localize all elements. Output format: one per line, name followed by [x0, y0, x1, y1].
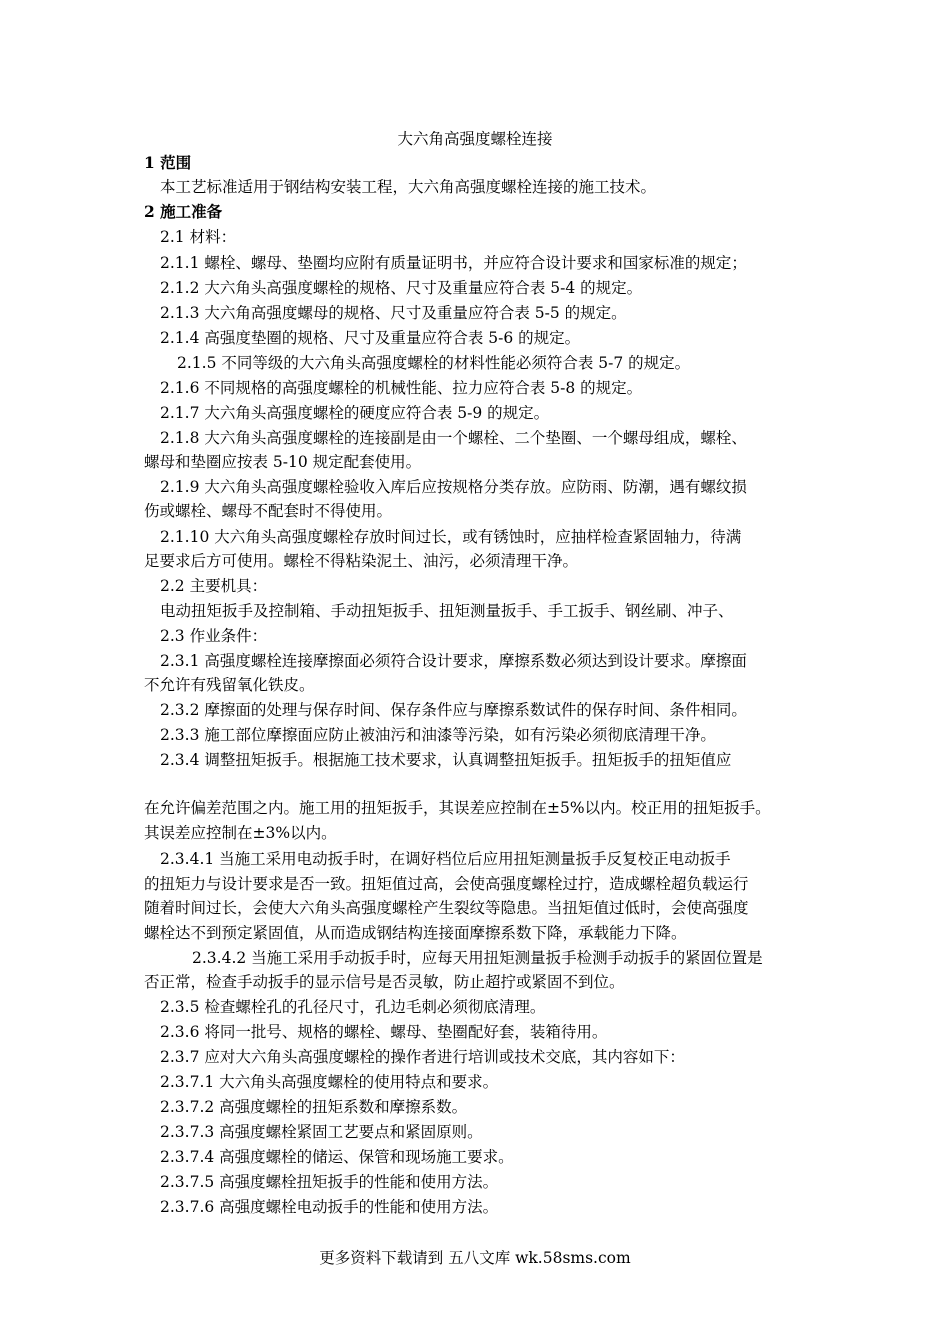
paragraph-line: 2.1.9 大六角头高强度螺栓验收入库后应按规格分类存放。应防雨、防潮，遇有螺纹损 — [160, 478, 747, 496]
paragraph-line: 否正常，检查手动扳手的显示信号是否灵敏，防止超拧或紧固不到位。 — [144, 973, 625, 991]
paragraph-line: 随着时间过长，会使大六角头高强度螺栓产生裂纹等隐患。当扭矩值过低时，会使高强度 — [144, 899, 749, 917]
paragraph-line: 2.1.4 高强度垫圈的规格、尺寸及重量应符合表 5-6 的规定。 — [160, 329, 581, 347]
paragraph-line: 2.3.7.5 高强度螺栓扭矩扳手的性能和使用方法。 — [160, 1173, 499, 1191]
paragraph-line: 2.1.6 不同规格的高强度螺栓的机械性能、拉力应符合表 5-8 的规定。 — [160, 379, 643, 397]
paragraph-line: 2.1.3 大六角高强度螺母的规格、尺寸及重量应符合表 5-5 的规定。 — [160, 304, 627, 322]
paragraph-line: 不允许有残留氧化铁皮。 — [144, 676, 315, 694]
paragraph-line: 2.3.6 将同一批号、规格的螺栓、螺母、垫圈配好套，装箱待用。 — [160, 1023, 608, 1041]
paragraph-line: 2.3.2 摩擦面的处理与保存时间、保存条件应与摩擦系数试件的保存时间、条件相同。 — [160, 701, 747, 719]
paragraph-line: 2.2 主要机具： — [160, 577, 268, 595]
paragraph-line: 2.1.10 大六角头高强度螺栓存放时间过长，或有锈蚀时，应抽样检查紧固轴力，待满 — [160, 528, 742, 546]
paragraph-line: 本工艺标准适用于钢结构安装工程，大六角高强度螺栓连接的施工技术。 — [160, 178, 657, 196]
paragraph-line: 2.3.7 应对大六角头高强度螺栓的操作者进行培训或技术交底，其内容如下： — [160, 1048, 685, 1066]
paragraph-line: 2.3 作业条件： — [160, 627, 268, 645]
paragraph-line: 2.1.1 螺栓、螺母、垫圈均应附有质量证明书，并应符合设计要求和国家标准的规定； — [160, 254, 747, 272]
paragraph-line: 2.3.3 施工部位摩擦面应防止被油污和油漆等污染，如有污染必须彻底清理干净。 — [160, 726, 716, 744]
paragraph-line: 2.1.8 大六角头高强度螺栓的连接副是由一个螺栓、二个垫圈、一个螺母组成，螺栓、 — [160, 429, 747, 447]
paragraph-line: 2.3.7.1 大六角头高强度螺栓的使用特点和要求。 — [160, 1073, 499, 1091]
paragraph-line: 2.3.7.6 高强度螺栓电动扳手的性能和使用方法。 — [160, 1198, 499, 1216]
paragraph-line: 其误差应控制在±3%以内。 — [144, 824, 337, 842]
document-title: 大六角高强度螺栓连接 — [397, 130, 553, 148]
paragraph-line: 螺母和垫圈应按表 5-10 规定配套使用。 — [144, 453, 422, 471]
paragraph-line: 伤或螺栓、螺母不配套时不得使用。 — [144, 502, 393, 520]
paragraph-line: 2.1.7 大六角头高强度螺栓的硬度应符合表 5-9 的规定。 — [160, 404, 550, 422]
section-heading-2: 2 施工准备 — [144, 202, 223, 221]
paragraph-line: 电动扭矩扳手及控制箱、手动扭矩扳手、扭矩测量扳手、手工扳手、钢丝刷、冲子、 — [160, 602, 734, 620]
section-heading-1: 1 范围 — [144, 153, 192, 172]
paragraph-line: 2.3.7.3 高强度螺栓紧固工艺要点和紧固原则。 — [160, 1123, 483, 1141]
paragraph-line: 2.3.7.4 高强度螺栓的储运、保管和现场施工要求。 — [160, 1148, 514, 1166]
paragraph-line: 2.3.4.2 当施工采用手动扳手时，应每天用扭矩测量扳手检测手动扳手的紧固位置是 — [192, 949, 763, 967]
paragraph-line: 2.3.4 调整扭矩扳手。根据施工技术要求，认真调整扭矩扳手。扭矩扳手的扭矩值应 — [160, 751, 732, 769]
paragraph-line: 螺栓达不到预定紧固值，从而造成钢结构连接面摩擦系数下降，承载能力下降。 — [144, 924, 687, 942]
paragraph-line: 2.3.4.1 当施工采用电动扳手时，在调好档位后应用扭矩测量扳手反复校正电动扳手 — [160, 850, 731, 868]
paragraph-line: 的扭矩力与设计要求是否一致。扭矩值过高，会使高强度螺栓过拧，造成螺栓超负载运行 — [144, 875, 749, 893]
paragraph-line: 足要求后方可使用。螺栓不得粘染泥土、油污，必须清理干净。 — [144, 552, 579, 570]
paragraph-line: 在允许偏差范围之内。施工用的扭矩扳手，其误差应控制在±5%以内。校正用的扭矩扳手。 — [144, 799, 771, 817]
paragraph-line: 2.1.5 不同等级的大六角头高强度螺栓的材料性能必须符合表 5-7 的规定。 — [177, 354, 691, 372]
paragraph-line: 2.3.7.2 高强度螺栓的扭矩系数和摩擦系数。 — [160, 1098, 468, 1116]
paragraph-line: 2.3.5 检查螺栓孔的孔径尺寸，孔边毛刺必须彻底清理。 — [160, 998, 546, 1016]
paragraph-line: 2.1.2 大六角头高强度螺栓的规格、尺寸及重量应符合表 5-4 的规定。 — [160, 279, 643, 297]
paragraph-line: 2.1 材料： — [160, 228, 237, 246]
paragraph-line: 2.3.1 高强度螺栓连接摩擦面必须符合设计要求，摩擦系数必须达到设计要求。摩擦面 — [160, 652, 747, 670]
page-footer: 更多资料下载请到 五八文库 wk.58sms.com — [319, 1249, 631, 1267]
